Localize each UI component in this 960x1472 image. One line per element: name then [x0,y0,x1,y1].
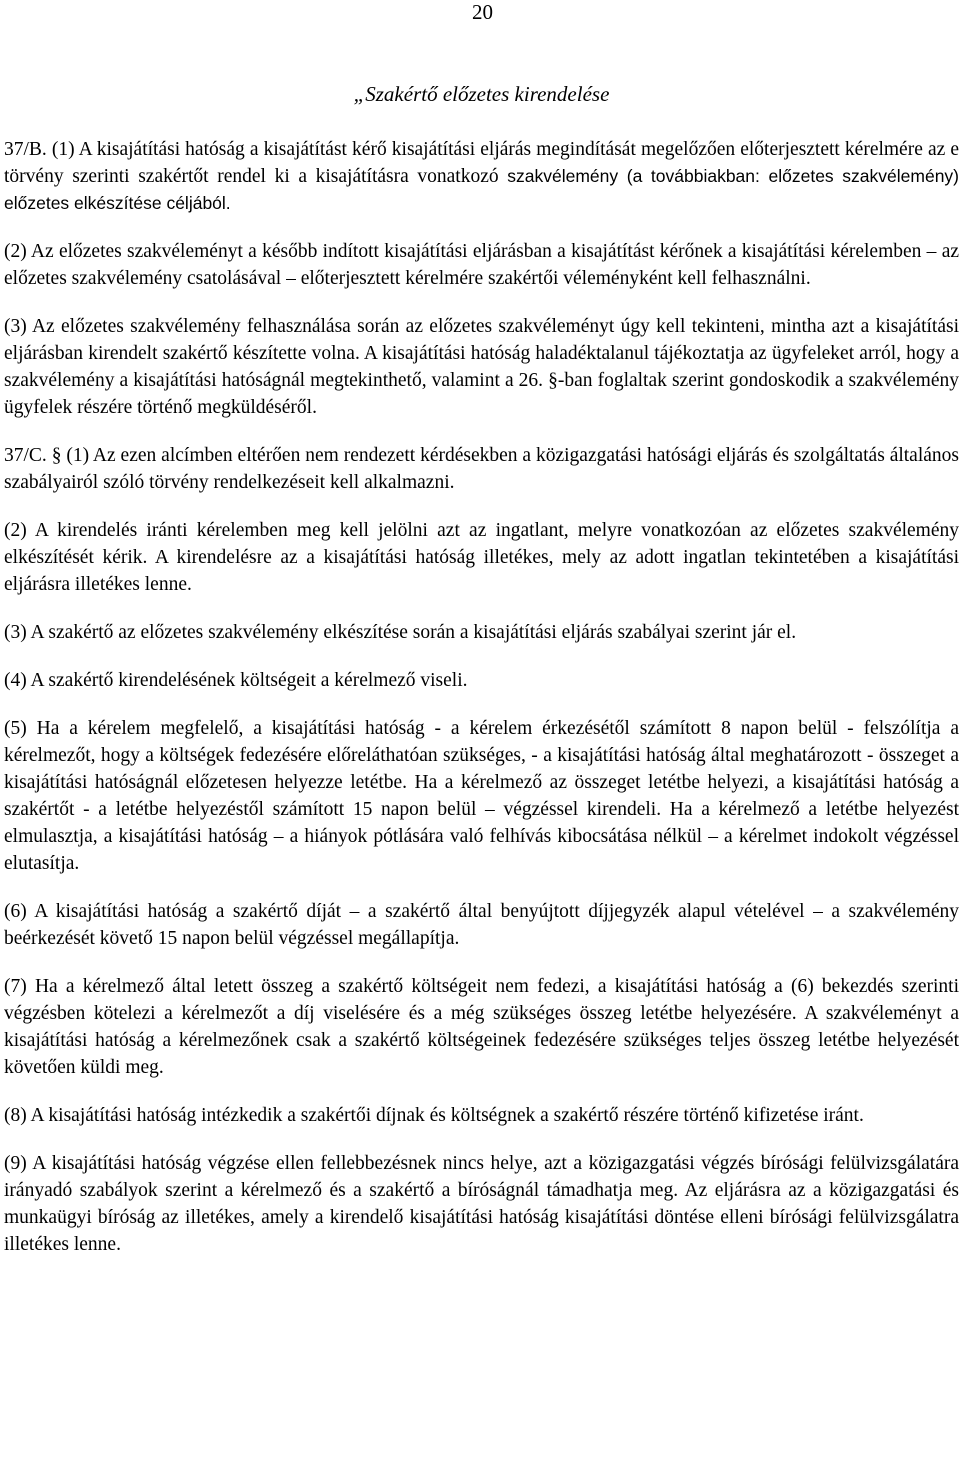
page-number: 20 [472,0,493,24]
paragraph-37c-2: (2) A kirendelés iránti kérelemben meg kell jelölni azt az ingatlant, melyre vonatkozóan az előzetes szakvélemény elkészítését kérik. A kirendelésre az a kisajátítási hatóság illetékes, mely az adott ingatlan tekintetében a kisajátítási eljárásra illetékes lenne. [4,520,959,595]
section-heading: „Szakértő előzetes kirendelése [353,82,610,106]
paragraph-37b-2: (2) Az előzetes szakvéleményt a később indított kisajátítási eljárásban a kisajátítást kérőnek a kisajátítási kérelemben – az előzetes szakvélemény csatolásával – előterjesztett kérelmére szakértői véleményként kell felhasználni. [4,241,959,289]
paragraph-37b-3: (3) Az előzetes szakvélemény felhasználása során az előzetes szakvéleményt úgy kell tekinteni, mintha azt a kisajátítási eljárásban kirendelt szakértő készítette volna. A kisajátítási hatóság haladéktalanul tájékoztatja az ügyfeleket arról, hogy a szakvélemény a kisajátítási hatóságnál megtekinthető, valamint a 26. §-ban foglaltak szerint gondoskodik a szakvélemény ügyfelek részére történő megküldéséről. [4,316,959,418]
paragraph-37b-1-text: 37/B. (1) A kisajátítási hatóság a kisajátítást kérő kisajátítási eljárás megindítását megelőzően előterjesztett kérelmére az e törvény szerinti szakértőt rendel ki a kisajátításra vonatkozó [4,139,959,187]
document-body [4,136,959,1279]
paragraph-37c-6: (6) A kisajátítási hatóság a szakértő díját – a szakértő által benyújtott díjjegyzék alapul vételével – a szakvélemény beérkezését követő 15 napon belül végzéssel megállapítja. [4,901,959,949]
paragraph-37c-7: (7) Ha a kérelmező által letett összeg a szakértő költségeit nem fedezi, a kisajátítási hatóság a (6) bekezdés szerinti végzésben kötelezi a kérelmezőt a díj viselésére és a még szükséges összeg letétbe helyezésére. A szakvéleményt a kisajátítási hatóság a kérelmezőnek csak a szakértő költségeinek fedezésére szükséges teljes összeg letétbe helyezését követően küldi meg. [4,976,959,1078]
paragraph-37b-1-sans-text: szakvélemény (a továbbiakban: előzetes szakvélemény) előzetes elkészítése céljából. [4,166,959,213]
paragraph-37b-1 [4,136,959,217]
paragraph-37c-8: (8) A kisajátítási hatóság intézkedik a szakértői díjnak és költségnek a szakértő részére történő kifizetése iránt. [4,1105,864,1126]
paragraph-37c-1: 37/C. § (1) Az ezen alcímben eltérően nem rendezett kérdésekben a közigazgatási hatósági eljárás és szolgáltatás általános szabályairól szóló törvény rendelkezéseit kell alkalmazni. [4,445,959,493]
paragraph-37c-5: (5) Ha a kérelem megfelelő, a kisajátítási hatóság - a kérelem érkezésétől számított 8 napon belül - felszólítja a kérelmezőt, hogy a költségek fedezésére előreláthatóan szükséges, - a kisajátítási hatóság által meghatározott - összeget a kisajátítási hatóságnál előzetesen helyezze letétbe. Ha a kérelmező az összeget letétbe helyezi, a kisajátítási hatóság a szakértőt - a letétbe helyezéstől számított 15 napon belül – végzéssel kirendeli. Ha a kérelmező a letétbe helyezést elmulasztja, a kisajátítási hatóság – a hiányok pótlására való felhívás kibocsátása nélkül – a kérelmet indokolt végzéssel elutasítja. [4,718,959,874]
paragraph-37c-3: (3) A szakértő az előzetes szakvélemény elkészítése során a kisajátítási eljárás szabályai szerint jár el. [4,622,797,643]
paragraph-37c-9: (9) A kisajátítási hatóság végzése ellen fellebbezésnek nincs helye, azt a közigazgatási végzés bírósági felülvizsgálatára irányadó szabályok szerint a kérelmező és a szakértő a bíróságnál támadhatja meg. Az eljárásra az a közigazgatási és munkaügyi bíróság az illetékes, amely a kirendelő kisajátítási hatóság kisajátítási döntése elleni bírósági felülvizsgálatra illetékes lenne. [4,1153,959,1255]
paragraph-37c-4: (4) A szakértő kirendelésének költségeit a kérelmező viseli. [4,670,468,691]
